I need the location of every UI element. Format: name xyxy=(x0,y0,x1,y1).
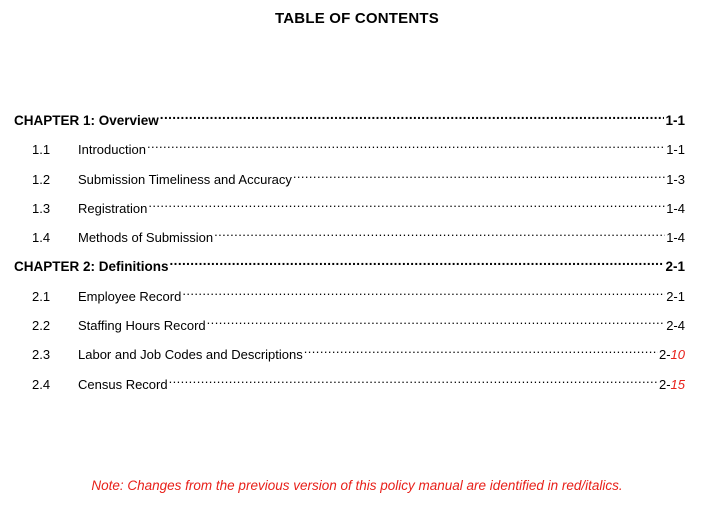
toc-entry-label: Census Record xyxy=(78,376,168,392)
toc-entry-number: 2.1 xyxy=(32,288,51,304)
toc-page-number xyxy=(659,345,685,365)
page-number-prefix: 2- xyxy=(665,259,678,275)
toc-section-entry[interactable] xyxy=(14,134,685,163)
page-number-suffix: 3 xyxy=(677,171,685,187)
page-number-prefix: 1- xyxy=(666,171,678,187)
toc-page-number xyxy=(666,316,685,336)
toc-entry-number: 1.4 xyxy=(32,230,51,246)
toc-entry-label: CHAPTER 2: Definitions xyxy=(14,259,169,275)
page-number-prefix: 1- xyxy=(666,230,678,246)
toc-entry-label: Methods of Submission xyxy=(78,230,214,246)
toc-page-number xyxy=(659,375,685,395)
toc-page-number xyxy=(666,287,685,307)
toc-entry-number: 1.3 xyxy=(32,200,51,216)
page-number-suffix: 4 xyxy=(677,318,685,334)
toc-entry-label: Staffing Hours Record xyxy=(78,318,206,334)
toc-entry-number: 2.2 xyxy=(32,318,51,334)
toc-section-entry[interactable] xyxy=(14,281,685,310)
page-number-prefix: 1- xyxy=(665,113,678,128)
toc-chapter-entry[interactable] xyxy=(14,251,685,280)
dot-leader xyxy=(207,310,666,330)
page-number-prefix: 2- xyxy=(658,347,671,363)
dot-leader xyxy=(169,369,658,389)
dot-leader xyxy=(293,164,665,184)
page-number-prefix: 1- xyxy=(666,200,678,216)
page-number-suffix: 4 xyxy=(677,200,685,216)
dot-leader xyxy=(160,105,665,125)
page-number-prefix: 2- xyxy=(658,376,671,392)
page-number-suffix: 4 xyxy=(677,230,685,246)
toc-page-number xyxy=(665,257,685,277)
toc-page-number xyxy=(666,140,685,160)
toc-page-number xyxy=(666,170,685,190)
page-number-prefix: 2- xyxy=(666,318,678,334)
toc-entry-label: Submission Timeliness and Accuracy xyxy=(78,171,292,187)
page-number-prefix: 2- xyxy=(666,288,678,304)
toc-section-entry[interactable] xyxy=(14,339,685,368)
toc-entry-label: Introduction xyxy=(78,142,146,158)
dot-leader xyxy=(304,339,658,359)
page-number-prefix: 1- xyxy=(666,142,678,158)
toc-section-entry[interactable] xyxy=(14,193,685,222)
page-title: TABLE OF CONTENTS xyxy=(275,10,439,27)
dot-leader xyxy=(214,222,665,242)
toc-section-entry[interactable] xyxy=(14,369,685,398)
page-number-suffix: 15 xyxy=(670,376,685,392)
dot-leader xyxy=(147,134,665,154)
toc-page-number xyxy=(665,111,685,131)
toc-entry-label: Employee Record xyxy=(78,288,182,304)
toc-page-number xyxy=(666,228,685,248)
page-number-suffix: 1 xyxy=(677,288,685,304)
page-number-suffix: 1 xyxy=(677,142,685,158)
toc-entry-number: 1.1 xyxy=(32,142,51,158)
toc-entry-number: 1.2 xyxy=(32,171,51,187)
toc-entry-number: 2.4 xyxy=(32,376,51,392)
toc-entry-label: Registration xyxy=(78,200,148,216)
toc-chapter-entry[interactable] xyxy=(14,105,685,134)
toc-list xyxy=(14,105,685,398)
toc-page-number xyxy=(666,199,685,219)
toc-entry-label: CHAPTER 1: Overview xyxy=(14,113,159,128)
dot-leader xyxy=(170,251,665,271)
page-number-suffix: 1 xyxy=(677,113,685,128)
change-note: Note: Changes from the previous version of this policy manual are identified in red/italics. xyxy=(91,478,623,493)
toc-entry-number: 2.3 xyxy=(32,347,51,363)
toc-section-entry[interactable] xyxy=(14,222,685,251)
page-number-suffix: 10 xyxy=(670,347,685,363)
page-number-suffix: 1 xyxy=(677,259,685,275)
toc-section-entry[interactable] xyxy=(14,164,685,193)
dot-leader xyxy=(182,281,665,301)
toc-section-entry[interactable] xyxy=(14,310,685,339)
toc-entry-label: Labor and Job Codes and Descriptions xyxy=(78,347,303,363)
dot-leader xyxy=(148,193,665,213)
